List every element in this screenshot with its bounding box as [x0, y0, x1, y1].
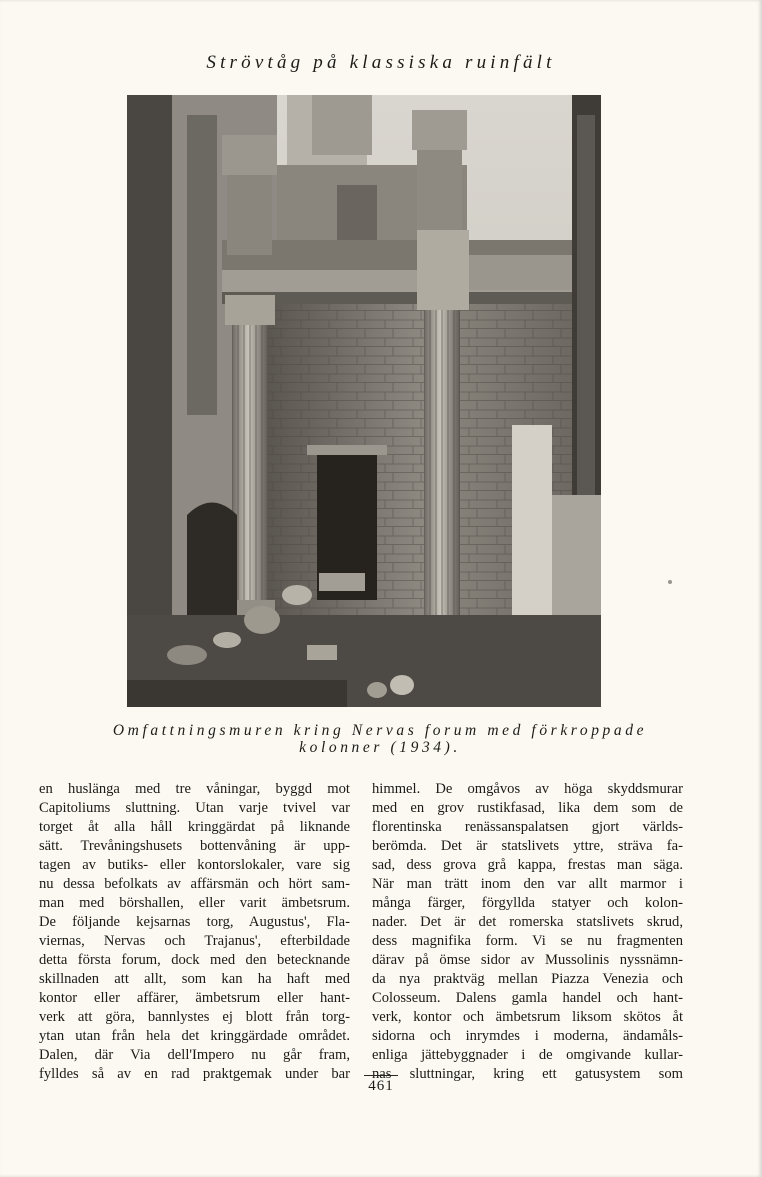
- text-line: sidorna och inrymdes i moderna, ändamåls-: [372, 1028, 683, 1044]
- page-number-block: [0, 1075, 762, 1095]
- caption-line-1: Omfattningsmuren kring Nervas forum med förkroppade: [112, 722, 648, 739]
- text-line: Colosseum. Dalens gamla handel och hant-: [372, 990, 683, 1006]
- text-line: verk att göra, bannlystes ej blott från torg-: [39, 1009, 350, 1025]
- text-line: därav på ömse sidor av Mussolinis nyssnämn-: [372, 952, 683, 968]
- text-line: nader. Det är det romerska statslivets skrud,: [372, 914, 683, 930]
- text-line: berömda. Det är statslivets yttre, sträva fa-: [372, 838, 683, 854]
- text-line: enliga jättebyggnader i de omgivande kullar-: [372, 1047, 683, 1063]
- text-line: florentinska renässanspalatsen gjort världs-: [372, 819, 683, 835]
- text-line: nu dessa befolkats av affärsmän och hört sam-: [39, 876, 350, 892]
- text-line: kontor eller affärer, ämbetsrum eller hant-: [39, 990, 350, 1006]
- text-line: fylldes så av en rad praktgemak under bar: [39, 1066, 350, 1082]
- ruin-photograph: [127, 95, 601, 707]
- caption-line-2: kolonner (1934).: [299, 739, 461, 756]
- text-line: himmel. De omgåvos av höga skyddsmurar: [372, 781, 683, 797]
- body-column-right: [372, 780, 683, 1084]
- text-line: detta första forum, dock med den betecknande: [39, 952, 350, 968]
- text-line: Capitoliums sluttning. Utan varje tvivel var: [39, 800, 350, 816]
- body-column-left: [39, 780, 350, 1084]
- running-head: Strövtåg på klassiska ruinfält: [206, 52, 556, 73]
- text-line: Dalen, där Via dell'Impero nu går fram,: [39, 1047, 350, 1063]
- text-line: torget åt alla håll kringgärdat på liknande: [39, 819, 350, 835]
- text-line: verk, kontor och ämbetsrum liksom skötos åt: [372, 1009, 683, 1025]
- text-line: många färger, förgyllda statyer och kolon-: [372, 895, 683, 911]
- text-line: da nya praktväg mellan Piazza Venezia och: [372, 971, 683, 987]
- text-line: man med börshallen, eller varit ämbetsrum.: [39, 895, 350, 911]
- text-line: tagen av butiks- eller kontorslokaler, vare sig: [39, 857, 350, 873]
- page-number: 461: [364, 1075, 398, 1095]
- text-line: sad, dess grova grå kappa, frestas man säga.: [372, 857, 683, 873]
- text-line: ytan utan från hela det kringgärdade området.: [39, 1028, 350, 1044]
- text-line: viernas, Nervas och Trajanus', efterbildade: [39, 933, 350, 949]
- text-line: en huslänga med tre våningar, byggd mot: [39, 781, 350, 797]
- text-line: När man trätt inom den var allt marmor i: [372, 876, 683, 892]
- text-line: De följande kejsarnas torg, Augustus', Fla-: [39, 914, 350, 930]
- text-line: nas sluttningar, kring ett gatusystem som: [372, 1066, 683, 1082]
- paper-speck: [668, 580, 672, 584]
- text-line: skillnaden att allt, som kan ha haft med: [39, 971, 350, 987]
- text-line: dess magnifika form. Vi se nu fragmenten: [372, 933, 683, 949]
- text-line: med en grov rustikfasad, lika dem som de: [372, 800, 683, 816]
- text-line: sätt. Trevåningshusets bottenvåning är upp-: [39, 838, 350, 854]
- photo-caption: [40, 722, 720, 756]
